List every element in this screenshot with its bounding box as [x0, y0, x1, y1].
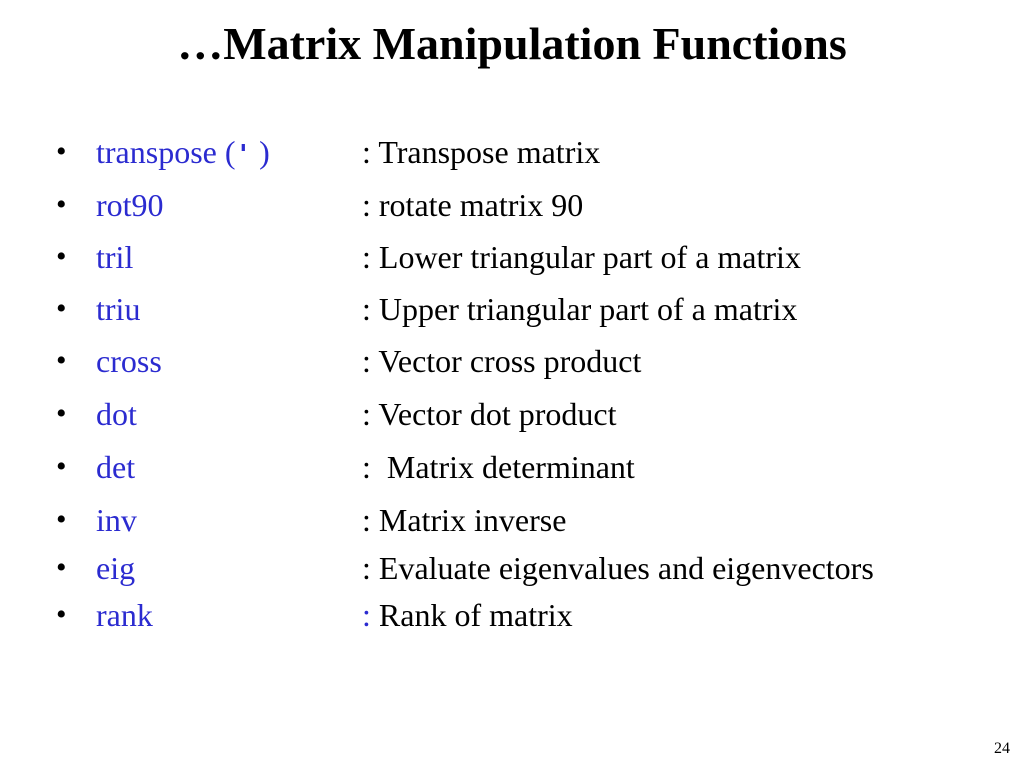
bullet-icon: • — [56, 188, 67, 221]
function-description: : Evaluate eigenvalues and eigenvectors — [362, 550, 874, 586]
function-description: : Lower triangular part of a matrix — [362, 239, 801, 275]
list-item-transpose — [0, 132, 1024, 172]
function-name: rot90 — [96, 187, 164, 223]
list-item-triu — [0, 289, 1024, 329]
function-description: : Vector dot product — [362, 396, 617, 432]
function-name: rank — [96, 597, 153, 633]
function-name: dot — [96, 396, 137, 432]
function-name-suffix: ) — [251, 134, 270, 170]
function-name: eig — [96, 550, 136, 586]
list-item-tril — [0, 237, 1024, 277]
function-description: : Matrix determinant — [362, 449, 635, 485]
function-name: tril — [96, 239, 134, 275]
function-name: inv — [96, 502, 137, 538]
bullet-icon: • — [56, 598, 67, 631]
bullet-icon: • — [56, 551, 67, 584]
list-item-inv — [0, 500, 1024, 540]
function-description: : Upper triangular part of a matrix — [362, 291, 798, 327]
description-colon: : — [362, 597, 371, 633]
bullet-icon: • — [56, 344, 67, 377]
list-item-eig — [0, 548, 1024, 588]
description-text: Rank of matrix — [370, 597, 573, 633]
function-description: : Transpose matrix — [362, 134, 601, 170]
function-name — [96, 132, 270, 175]
list-item-det — [0, 447, 1024, 487]
list-item-rot90 — [0, 185, 1024, 225]
bullet-icon: • — [56, 292, 67, 325]
bullet-icon: • — [56, 135, 67, 168]
function-description — [362, 595, 573, 635]
function-name-prefix: transpose ( — [96, 134, 236, 170]
function-description: : Matrix inverse — [362, 502, 567, 538]
function-description: : rotate matrix 90 — [362, 187, 584, 223]
bullet-icon: • — [56, 503, 67, 536]
function-name: triu — [96, 291, 141, 327]
function-description: : Vector cross product — [362, 343, 642, 379]
page-number: 24 — [994, 740, 1010, 757]
list-item-dot — [0, 394, 1024, 434]
list-item-rank — [0, 595, 1024, 635]
bullet-icon: • — [56, 397, 67, 430]
transpose-operator: ' — [235, 140, 252, 170]
slide-title: …Matrix Manipulation Functions — [177, 18, 847, 69]
bullet-icon: • — [56, 240, 67, 273]
function-name: det — [96, 449, 136, 485]
function-name: cross — [96, 343, 162, 379]
list-item-cross — [0, 341, 1024, 381]
bullet-icon: • — [56, 450, 67, 483]
